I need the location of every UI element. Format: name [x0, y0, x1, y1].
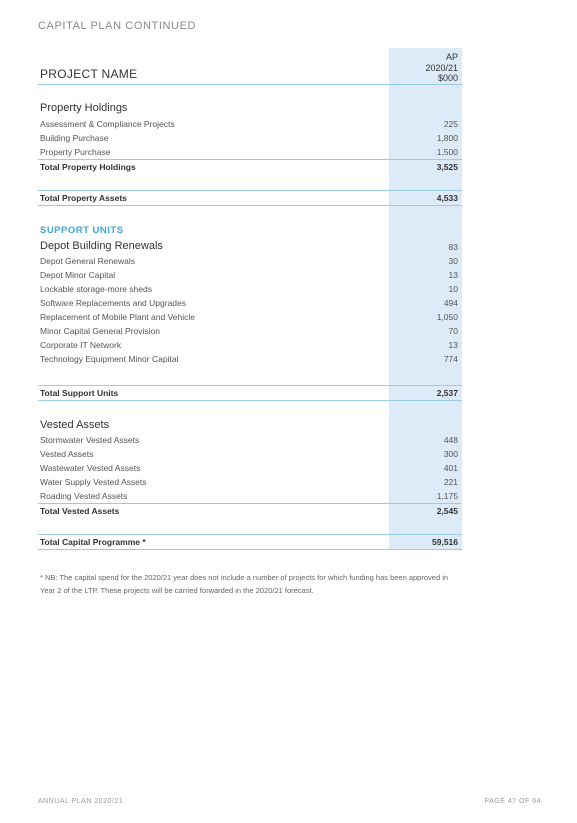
- table-row: [38, 296, 462, 310]
- table-row: [38, 282, 462, 296]
- total-row-property-assets: [38, 191, 462, 205]
- row-value: 70: [448, 326, 458, 336]
- row-value: 59,516: [432, 537, 458, 547]
- row-label: Total Property Holdings: [40, 162, 136, 172]
- group-heading-depot-building-renewals: [40, 240, 458, 252]
- table-row: [38, 352, 462, 366]
- table-row: [38, 268, 462, 282]
- footnote: * NB: The capital spend for the 2020/21 year does not include a number of projects for which funding has been approved in Year 2 of the LTP. These projects will be carried forwarded in the 2020/21 forecast.: [40, 573, 449, 595]
- table-row: [38, 338, 462, 352]
- group-heading-label: Depot Building Renewals: [40, 240, 163, 252]
- row-label: Building Purchase: [40, 133, 109, 143]
- page-header: CAPITAL PLAN CONTINUED: [38, 20, 197, 32]
- table-row: [38, 145, 462, 159]
- table-row: [38, 433, 462, 447]
- row-value: 1,175: [436, 491, 458, 501]
- row-value: 300: [443, 449, 458, 459]
- divider: [38, 205, 462, 206]
- row-value: 1,800: [436, 133, 458, 143]
- table-row: [38, 131, 462, 145]
- group-heading-property-holdings: Property Holdings: [40, 102, 128, 114]
- footer-page-number: PAGE 47 OF 64: [484, 798, 541, 805]
- row-value: 221: [443, 477, 458, 487]
- row-value: 774: [443, 354, 458, 364]
- row-label: Total Capital Programme *: [40, 537, 146, 547]
- row-value: 30: [448, 256, 458, 266]
- table-row: [38, 489, 462, 503]
- row-value: 1,050: [436, 312, 458, 322]
- total-row-property-holdings: [38, 160, 462, 174]
- row-label: Lockable storage-more sheds: [40, 284, 152, 294]
- row-label: Corporate IT Network: [40, 340, 122, 350]
- total-row-capital-programme: [38, 535, 462, 549]
- table-row: [38, 117, 462, 131]
- table-row: [38, 447, 462, 461]
- row-label: Assessment & Compliance Projects: [40, 119, 175, 129]
- row-value: 13: [448, 270, 458, 280]
- row-value: 401: [443, 463, 458, 473]
- group-heading-vested-assets: Vested Assets: [40, 419, 110, 431]
- table-row: [38, 310, 462, 324]
- row-label: Technology Equipment Minor Capital: [40, 354, 179, 364]
- table-row: [38, 475, 462, 489]
- row-label: Minor Capital General Provision: [40, 326, 160, 336]
- row-label: Total Vested Assets: [40, 506, 120, 516]
- row-label: Total Support Units: [40, 388, 119, 398]
- row-value: 2,545: [436, 506, 458, 516]
- section-heading-support-units: SUPPORT UNITS: [40, 225, 124, 236]
- row-value: 4,533: [436, 193, 458, 203]
- row-label: Roading Vested Assets: [40, 491, 128, 501]
- row-label: Vested Assets: [40, 449, 94, 459]
- divider: [38, 549, 462, 550]
- row-label: Replacement of Mobile Plant and Vehicle: [40, 312, 195, 322]
- row-label: Stormwater Vested Assets: [40, 435, 140, 445]
- row-value: 2,537: [436, 388, 458, 398]
- column-header-project-name: PROJECT NAME: [40, 67, 138, 81]
- row-label: Property Purchase: [40, 147, 111, 157]
- row-value: 3,525: [436, 162, 458, 172]
- row-label: Software Replacements and Upgrades: [40, 298, 186, 308]
- row-label: Water Supply Vested Assets: [40, 477, 147, 487]
- row-value: 448: [443, 435, 458, 445]
- row-value: 494: [443, 298, 458, 308]
- column-header-ap: [389, 52, 458, 84]
- divider: [38, 400, 462, 401]
- row-label: Total Property Assets: [40, 193, 127, 203]
- footer-document-name: ANNUAL PLAN 2020/21: [38, 798, 124, 805]
- group-heading-value: 83: [448, 242, 458, 252]
- row-value: 13: [448, 340, 458, 350]
- total-row-support-units: [38, 386, 462, 400]
- column-header-line-1: AP: [445, 52, 458, 62]
- row-value: 1,500: [436, 147, 458, 157]
- total-row-vested-assets: [38, 504, 462, 518]
- table-row: [38, 254, 462, 268]
- row-label: Wastewater Vested Assets: [40, 463, 141, 473]
- row-label: Depot General Renewals: [40, 256, 135, 266]
- row-label: Depot Minor Capital: [40, 270, 116, 280]
- row-value: 10: [448, 284, 458, 294]
- column-header-line-3: $000: [437, 73, 458, 83]
- table-row: [38, 461, 462, 475]
- table-row: [38, 324, 462, 338]
- divider: [38, 84, 462, 85]
- row-value: 225: [443, 119, 458, 129]
- column-header-line-2: 2020/21: [425, 62, 458, 73]
